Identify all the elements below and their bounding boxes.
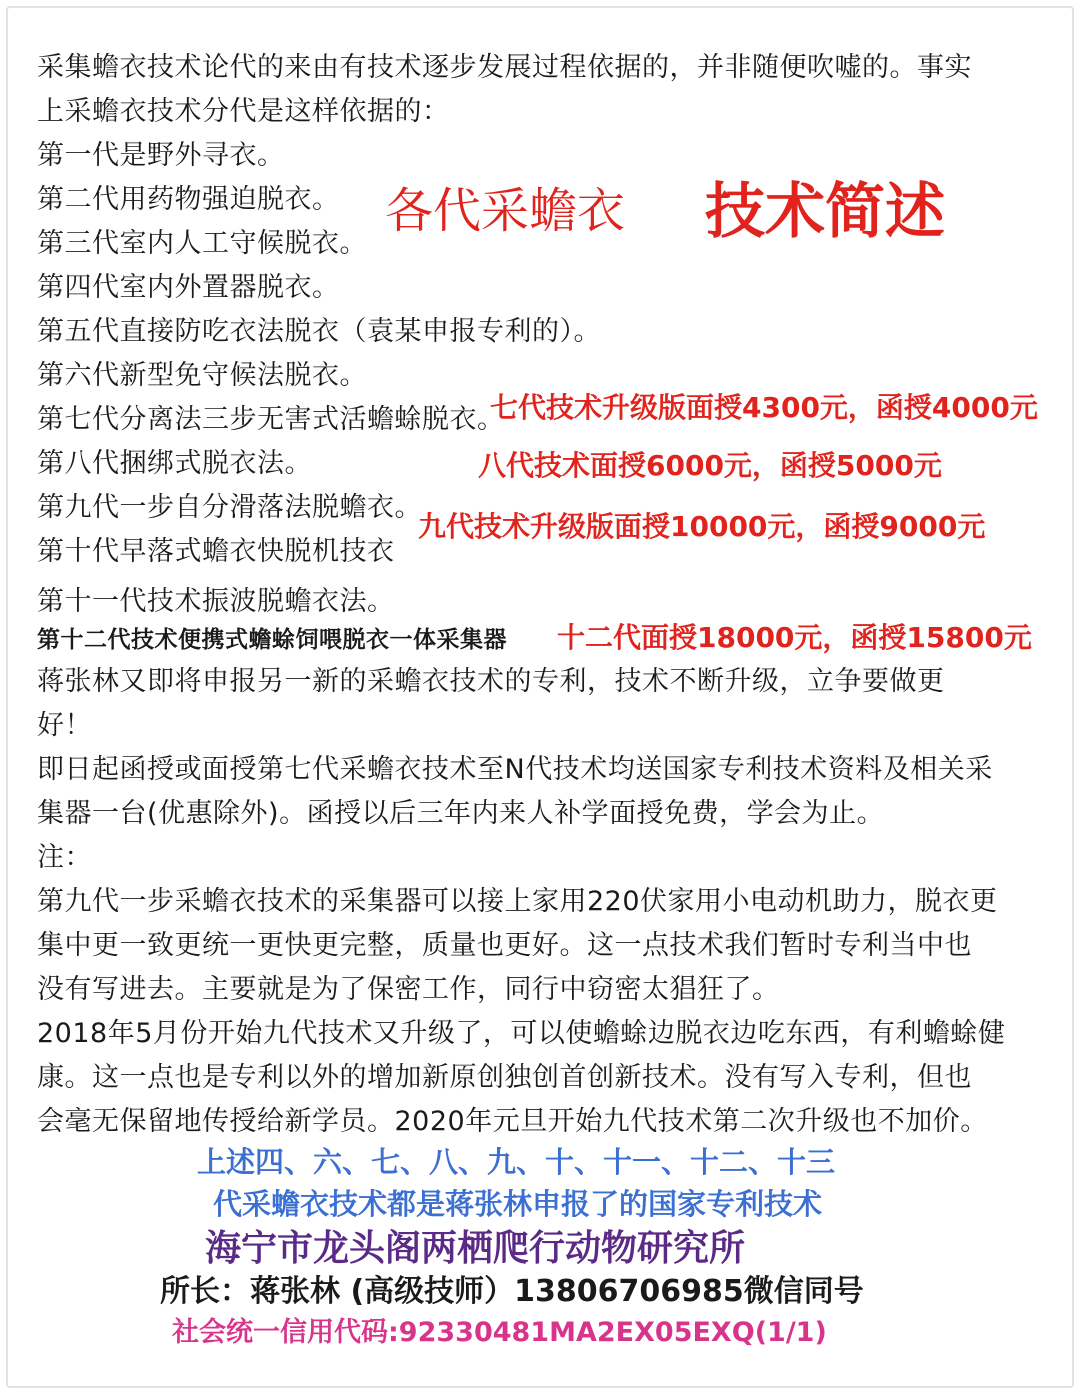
body-line-9: 2018年5月份开始九代技术又升级了，可以使蟾蜍边脱衣边吃东西，有利蟾蜍健 [37, 1018, 1006, 1049]
generation-1: 第一代是野外寻衣。 [37, 140, 285, 171]
generation-12: 第十二代技术便携式蟾蜍饲喂脱衣一体采集器 [37, 627, 507, 653]
price-gen-12: 十二代面授18000元，函授15800元 [557, 621, 1032, 654]
generation-10: 第十代早落式蟾衣快脱机技衣 [37, 536, 395, 567]
title-part-2: 技术简述 [705, 177, 945, 247]
generation-11: 第十一代技术振波脱蟾衣法。 [37, 586, 395, 617]
price-gen-8: 八代技术面授6000元，函授5000元 [478, 449, 942, 482]
patent-note-line-1: 上述四、六、七、八、九、十、十一、十二、十三 [197, 1145, 836, 1179]
generation-4: 第四代室内外置器脱衣。 [37, 272, 340, 303]
director-contact: 所长：蒋张林 (高级技师）13806706985微信同号 [160, 1274, 864, 1309]
institute-name: 海宁市龙头阁两栖爬行动物研究所 [205, 1228, 746, 1269]
body-line-3: 即日起函授或面授第七代采蟾衣技术至N代技术均送国家专利技术资料及相关采 [37, 754, 993, 785]
body-line-8: 没有写进去。主要就是为了保密工作，同行中窃密太猖狂了。 [37, 974, 780, 1005]
title-part-1: 各代采蟾衣 [385, 183, 626, 239]
intro-line-1: 采集蟾衣技术论代的来由有技术逐步发展过程依据的，并非随便吹嘘的。事实 [37, 52, 972, 83]
body-line-10: 康。这一点也是专利以外的增加新原创独创首创新技术。没有写入专利，但也 [37, 1062, 972, 1093]
body-line-7: 集中更一致更统一更快更完整，质量也更好。这一点技术我们暂时专利当中也 [37, 930, 972, 961]
body-line-2: 好！ [37, 710, 92, 741]
generation-8: 第八代捆绑式脱衣法。 [37, 448, 312, 479]
patent-note-line-2: 代采蟾衣技术都是蒋张林申报了的国家专利技术 [213, 1187, 823, 1221]
generation-7: 第七代分离法三步无害式活蟾蜍脱衣。 [37, 404, 505, 435]
price-gen-7: 七代技术升级版面授4300元，函授4000元 [490, 391, 1038, 424]
generation-5: 第五代直接防吃衣法脱衣（袁某申报专利的）。 [37, 316, 601, 347]
generation-9: 第九代一步自分滑落法脱蟾衣。 [37, 492, 422, 523]
body-line-4: 集器一台(优惠除外)。函授以后三年内来人补学面授免费，学会为止。 [37, 798, 885, 829]
price-gen-9: 九代技术升级版面授10000元，函授9000元 [418, 510, 986, 543]
generation-6: 第六代新型免守候法脱衣。 [37, 360, 367, 391]
body-line-5: 注： [37, 842, 92, 873]
credit-code: 社会统一信用代码:92330481MA2EX05EXQ(1/1) [172, 1317, 827, 1348]
body-line-11: 会毫无保留地传授给新学员。2020年元旦开始九代技术第二次升级也不加价。 [37, 1106, 988, 1137]
body-line-1: 蒋张林又即将申报另一新的采蟾衣技术的专利，技术不断升级，立争要做更 [37, 666, 945, 697]
body-line-6: 第九代一步采蟾衣技术的采集器可以接上家用220伏家用小电动机助力，脱衣更 [37, 886, 998, 917]
intro-line-2: 上采蟾衣技术分代是这样依据的： [37, 96, 450, 127]
generation-2: 第二代用药物强迫脱衣。 [37, 184, 340, 215]
generation-3: 第三代室内人工守候脱衣。 [37, 228, 367, 259]
